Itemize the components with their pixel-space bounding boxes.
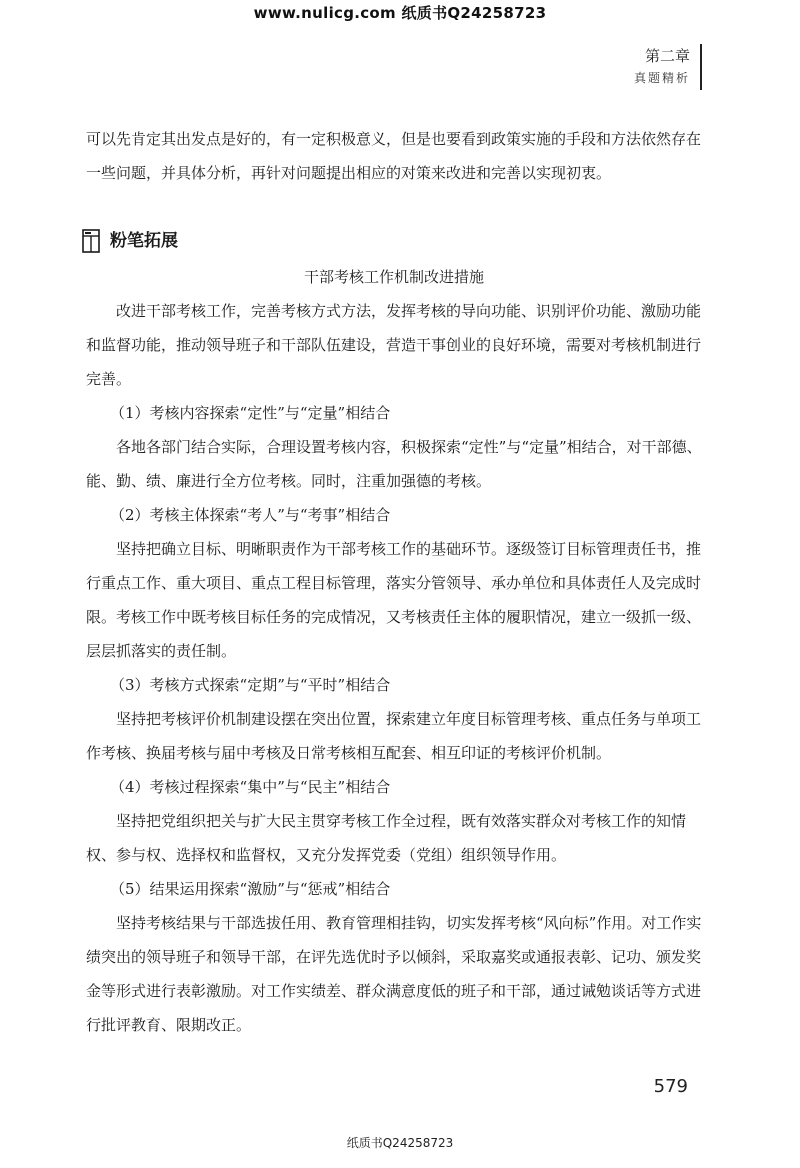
item-heading: （5）结果运用探索“激励”与“惩戒”相结合 <box>110 880 391 898</box>
chapter-divider <box>700 44 702 90</box>
item-heading: （3）考核方式探索“定期”与“平时”相结合 <box>110 676 391 694</box>
item-heading: （2）考核主体探索“考人”与“考事”相结合 <box>110 506 391 524</box>
intro-paragraph: 可以先肯定其出发点是好的，有一定积极意义，但是也要看到政策实施的手段和方法依然存在一些问题，并具体分析，再针对问题提出相应的对策来改进和完善以实现初衷。 <box>86 130 702 182</box>
item-body: 坚持把考核评价机制建设摆在突出位置，探索建立年度目标管理考核、重点任务与单项工作考核、换届考核与届中考核及日常考核相互配套、相互印证的考核评价机制。 <box>86 710 702 762</box>
section-label: 粉笔拓展 <box>110 231 178 251</box>
section-header <box>86 222 702 260</box>
chalk-board-icon <box>82 229 100 253</box>
page-body <box>86 122 702 1042</box>
chapter-header <box>634 44 690 88</box>
chapter-title: 第二章 <box>644 47 690 65</box>
item-body: 各地各部门结合实际，合理设置考核内容，积极探索“定性”与“定量”相结合，对干部德、能、勤、绩、廉进行全方位考核。同时，注重加强德的考核。 <box>86 438 702 490</box>
section-lead: 改进干部考核工作，完善考核方式方法，发挥考核的导向功能、识别评价功能、激励功能和监督功能，推动领导班子和干部队伍建设，营造干事创业的良好环境，需要对考核机制进行完善。 <box>86 302 702 388</box>
top-watermark: www.nulicg.com 纸质书Q24258723 <box>253 4 547 22</box>
item-body: 坚持把党组织把关与扩大民主贯穿考核工作全过程，既有效落实群众对考核工作的知情权、参与权、选择权和监督权，又充分发挥党委（党组）组织领导作用。 <box>86 812 687 864</box>
chapter-subtitle: 真题精析 <box>633 71 690 85</box>
bottom-watermark: 纸质书Q24258723 <box>346 1136 454 1150</box>
page-number: 579 <box>653 1076 688 1097</box>
section-title: 干部考核工作机制改进措施 <box>303 268 484 286</box>
item-body: 坚持把确立目标、明晰职责作为干部考核工作的基础环节。逐级签订目标管理责任书，推行重点工作、重大项目、重点工程目标管理，落实分管领导、承办单位和具体责任人及完成时限。考核工作中既考核目标任务的完成情况，又考核责任主体的履职情况，建立一级抓一级、层层抓落实的责任制。 <box>86 540 702 660</box>
item-body: 坚持考核结果与干部选拔任用、教育管理相挂钩，切实发挥考核“风向标”作用。对工作实绩突出的领导班子和领导干部，在评先选优时予以倾斜，采取嘉奖或通报表彰、记功、颁发奖金等形式进行表彰激励。对工作实绩差、群众满意度低的班子和干部，通过诫勉谈话等方式进行批评教育、限期改正。 <box>86 914 702 1034</box>
item-heading: （4）考核过程探索“集中”与“民主”相结合 <box>110 778 391 796</box>
item-heading: （1）考核内容探索“定性”与“定量”相结合 <box>110 404 391 422</box>
